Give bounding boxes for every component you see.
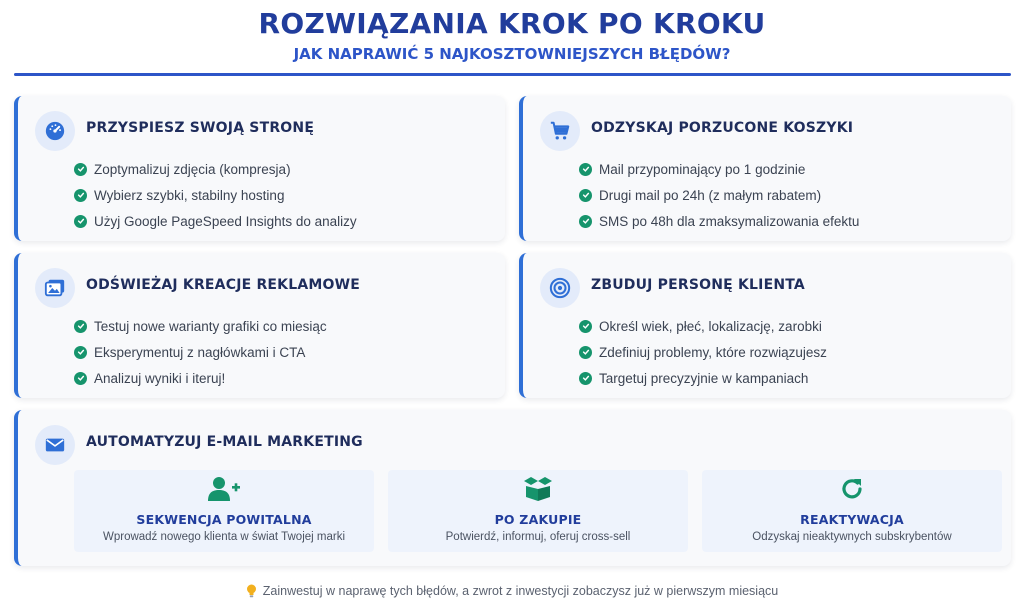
- target-icon: [540, 268, 580, 308]
- check-icon: [579, 346, 592, 359]
- box-open-icon: [388, 476, 688, 502]
- subcard-title: REAKTYWACJA: [800, 512, 904, 527]
- card-abandoned-carts: [519, 96, 1011, 241]
- card-title: ODŚWIEŻAJ KREACJE REKLAMOWE: [86, 277, 361, 293]
- list-item: [74, 156, 357, 182]
- subcard-title: PO ZAKUPIE: [494, 512, 582, 527]
- subcard-post-purchase: [388, 470, 688, 552]
- card-title: PRZYSPIESZ SWOJĄ STRONĘ: [86, 120, 315, 136]
- images-icon: [35, 268, 75, 308]
- subcard-desc: Odzyskaj nieaktywnych subskrybentów: [752, 531, 952, 543]
- list-item: [579, 313, 827, 339]
- card-email-automation: [14, 410, 1011, 566]
- card-title: ODZYSKAJ PORZUCONE KOSZYKI: [591, 120, 854, 136]
- footer-text: Zainwestuj w naprawę tych błędów, a zwrot z inwestycji zobaczysz już w pierwszym miesiącu: [262, 584, 779, 598]
- list-item-text: Mail przypominający po 1 godzinie: [599, 161, 806, 177]
- list-item-text: SMS po 48h dla zmaksymalizowania efektu: [599, 213, 860, 229]
- check-icon: [74, 215, 87, 228]
- checklist: [74, 156, 357, 234]
- list-item: [579, 365, 827, 391]
- check-icon: [579, 372, 592, 385]
- card-speed: [14, 96, 505, 241]
- checklist: [579, 156, 859, 234]
- redo-icon: [702, 476, 1002, 502]
- list-item: [579, 182, 859, 208]
- shopping-cart-icon: [540, 111, 580, 151]
- list-item-text: Drugi mail po 24h (z małym rabatem): [599, 187, 822, 203]
- subcard-desc: Wprowadź nowego klienta w świat Twojej marki: [102, 531, 346, 543]
- list-item: [579, 208, 859, 234]
- list-item: [74, 208, 357, 234]
- list-item: [579, 156, 859, 182]
- check-icon: [579, 320, 592, 333]
- list-item: [74, 365, 327, 391]
- subcard-title: SEKWENCJA POWITALNA: [136, 512, 312, 527]
- list-item-text: Zoptymalizuj zdjęcia (kompresja): [94, 161, 291, 177]
- list-item-text: Użyj Google PageSpeed Insights do analizy: [94, 213, 357, 229]
- check-icon: [579, 189, 592, 202]
- list-item: [74, 182, 357, 208]
- card-title: ZBUDUJ PERSONĘ KLIENTA: [591, 277, 805, 293]
- footer-note: [0, 584, 1024, 598]
- list-item-text: Zdefiniuj problemy, które rozwiązujesz: [599, 344, 827, 360]
- list-item-text: Określ wiek, płeć, lokalizację, zarobki: [599, 318, 822, 334]
- list-item-text: Analizuj wyniki i iteruj!: [94, 370, 226, 386]
- header-divider: [14, 73, 1011, 76]
- subcard-welcome-sequence: [74, 470, 374, 552]
- checklist: [579, 313, 827, 391]
- card-ad-creatives: [14, 253, 505, 398]
- list-item-text: Testuj nowe warianty grafiki co miesiąc: [94, 318, 327, 334]
- card-title: AUTOMATYZUJ E-MAIL MARKETING: [86, 434, 363, 450]
- page-title: ROZWIĄZANIA KROK PO KROKU: [258, 7, 766, 40]
- subcard-reactivation: [702, 470, 1002, 552]
- envelope-icon: [35, 425, 75, 465]
- list-item: [74, 313, 327, 339]
- check-icon: [74, 163, 87, 176]
- checklist: [74, 313, 327, 391]
- check-icon: [579, 215, 592, 228]
- list-item: [74, 339, 327, 365]
- speedometer-icon: [35, 111, 75, 151]
- check-icon: [74, 372, 87, 385]
- list-item-text: Eksperymentuj z nagłówkami i CTA: [94, 344, 306, 360]
- check-icon: [74, 189, 87, 202]
- lightbulb-icon: [246, 584, 257, 598]
- user-plus-icon: [74, 476, 374, 502]
- page-subtitle: JAK NAPRAWIĆ 5 NAJKOSZTOWNIEJSZYCH BŁĘDÓW?: [293, 45, 731, 63]
- check-icon: [74, 346, 87, 359]
- list-item: [579, 339, 827, 365]
- check-icon: [579, 163, 592, 176]
- check-icon: [74, 320, 87, 333]
- header: [0, 6, 1024, 64]
- subcard-desc: Potwierdź, informuj, oferuj cross-sell: [445, 531, 631, 543]
- list-item-text: Targetuj precyzyjnie w kampaniach: [599, 370, 809, 386]
- card-customer-persona: [519, 253, 1011, 398]
- list-item-text: Wybierz szybki, stabilny hosting: [94, 187, 285, 203]
